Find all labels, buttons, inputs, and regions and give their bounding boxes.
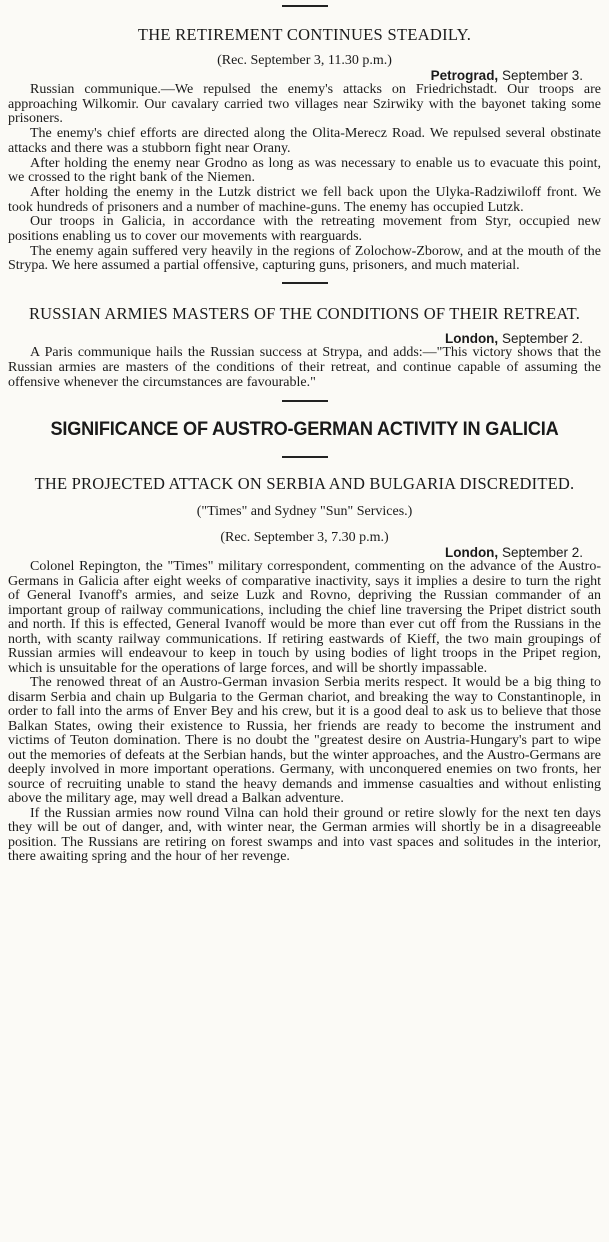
dateline — [8, 69, 583, 83]
section-rule — [282, 282, 328, 284]
dateline-place: Petrograd, — [430, 68, 499, 83]
article-significance — [8, 418, 601, 865]
received-line: (Rec. September 3, 11.30 p.m.) — [217, 53, 392, 68]
article-title: THE PROJECTED ATTACK ON SERBIA AND BULGARIA DISCREDITED. — [34, 474, 575, 494]
paragraph: Our troops in Galicia, in accordance with the retreating movement from Styr, occupied new positions enabling us to cover our movements with rearguards. — [8, 214, 601, 245]
paragraph: Russian communique.—We repulsed the enemy's attacks on Friedrichstadt. Our troops are approaching Wilkomir. Our cavalary carried two villages near Szirwiky with the bayonet taking some prisoners. — [8, 82, 601, 127]
paragraph: A Paris communique hails the Russian success at Strypa, and adds:—"This victory shows that the Russian armies are masters of the conditions of their retreat, and continue capable of assuming the offensive whenever the circumstances are favourable." — [8, 345, 601, 390]
article-body — [8, 83, 601, 274]
section-rule — [282, 456, 328, 458]
article-body — [8, 560, 601, 865]
article-title: RUSSIAN ARMIES MASTERS OF THE CONDITIONS OF THEIR RETREAT. — [28, 304, 581, 324]
paragraph: If the Russian armies now round Vilna can hold their ground or retire slowly for the next ten days they will be out of danger, and, with winter near, the German armies will shortly be in a disagreeable position. The Russians are retiring on forest swamps and into vast spaces and solitudes in the interior, there awaiting spring and the hour of her revenge. — [8, 805, 601, 865]
article-retirement — [8, 25, 601, 274]
dateline-date: September 2. — [501, 545, 583, 561]
section-rule — [282, 400, 328, 402]
paragraph: The renowed threat of an Austro-German invasion Serbia merits respect. It would be a big thing to disarm Serbia and chain up Bulgaria to the German chariot, and breaking the way to Constantinople, in order to fall into the arms of Enver Bey and his crew, but it is a good deal to ask us to believe that those Balkan States, owing their existence to Russia, her friends are ready to become the instrument and victims of Teuton domination. There is no doubt the "greatest desire on Austria-Hungary's part to wipe out the memories of defeats at the Serbian hands, but the winter approaches, and the Austro-Germans are deeply involved in more important operations. Germany, with unconquered enemies on two fronts, her source of recruiting unable to stand the heavy demands and immense casualties and without enlisting above the military age, may well dread a Balkan adventure. — [8, 675, 601, 807]
dateline-date: September 2. — [501, 331, 583, 347]
paragraph: The enemy's chief efforts are directed along the Olita-Merecz Road. We repulsed several obstinate attacks and there was a stubborn fight near Orany. — [8, 126, 601, 156]
dateline-date: September 3. — [501, 68, 583, 83]
paragraph: The enemy again suffered very heavily in the regions of Zolochow-Zborow, and at the mouth of the Strypa. We here assumed a partial offensive, capturing guns, prisoners, and much material. — [8, 243, 601, 274]
main-headline: SIGNIFICANCE OF AUSTRO-GERMAN ACTIVITY IN GALICIA — [50, 418, 559, 441]
dateline — [8, 332, 583, 346]
newspaper-page — [0, 5, 609, 1242]
column-rule — [282, 5, 328, 7]
dateline-place: London, — [444, 545, 499, 561]
article-russian-armies — [8, 304, 601, 390]
article-title: THE RETIREMENT CONTINUES STEADILY. — [137, 25, 472, 44]
paragraph: After holding the enemy in the Lutzk district we fell back upon the Ulyka-Radziwiloff front. We took hundreds of prisoners and a number of machine-guns. The enemy has occupied Lutzk. — [8, 184, 601, 215]
paragraph: After holding the enemy near Grodno as long as was necessary to enable us to evacuate this point, we crossed to the right bank of the Niemen. — [8, 155, 601, 186]
dateline — [8, 546, 583, 560]
article-body — [8, 346, 601, 390]
paragraph: Colonel Repington, the "Times" military correspondent, commenting on the advance of the Austro-Germans in Galicia after eight weeks of comparative inactivity, says it implies a desire to turn the right of General Ivanoff's armies, and seize Luzk and Rovno, depriving the Russian commander of an important group of railway communications, including the chief line traversing the Pripet district south and north. If this is effected, General Ivanoff would be more than ever cut off from the Russians in the north, with scanty railway communications. If retiring eastwards of Kieff, the two main groupings of Russian armies will endeavour to keep in touch by using bodies of light troops in the Pripet region, which is unsuitable for the operations of large forces, and will be shortly impassable. — [8, 559, 601, 676]
dateline-place: London, — [444, 331, 499, 347]
services-line: ("Times" and Sydney "Sun" Services.) — [196, 504, 413, 520]
received-line: (Rec. September 3, 7.30 p.m.) — [220, 530, 389, 546]
